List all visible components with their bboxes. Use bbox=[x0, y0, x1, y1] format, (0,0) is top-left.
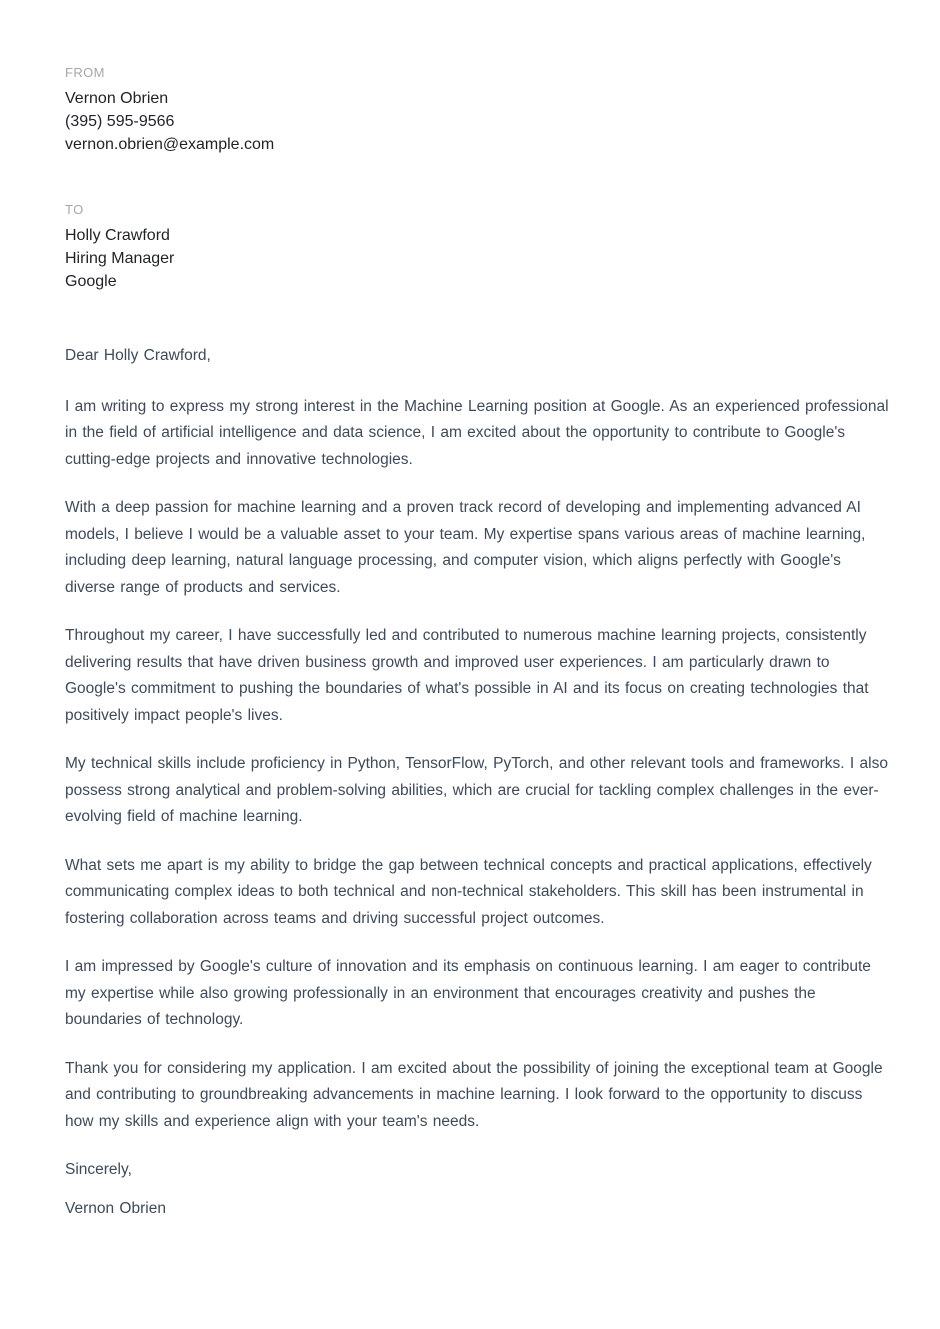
paragraph-2: With a deep passion for machine learning and a proven track record of developing and implementing advanced AI models, I believe I would be a valuable asset to your team. My expertise spans various areas of machine learning, including deep learning, natural language processing, and computer vision, which aligns perfectly with Google's diverse range of products and services. bbox=[65, 499, 866, 596]
recipient-name: Holly Crawford bbox=[65, 227, 170, 244]
to-section bbox=[65, 201, 892, 293]
from-label: FROM bbox=[65, 65, 105, 80]
recipient-company: Google bbox=[65, 273, 117, 290]
from-section bbox=[65, 64, 892, 156]
paragraph-7: Thank you for considering my application. I am excited about the possibility of joining the exceptional team at Google and contributing to groundbreaking advancements in machine learning. I look forward to the opportunity to discuss how my skills and experience align with your team's needs. bbox=[65, 1059, 883, 1130]
closing: Sincerely, bbox=[65, 1161, 132, 1178]
paragraph-5: What sets me apart is my ability to bridge the gap between technical concepts and practical applications, effectively communicating complex ideas to both technical and non-technical stakeholders. This skill has been instrumental in fostering collaboration across teams and driving successful project outcomes. bbox=[65, 856, 872, 927]
paragraph-1: I am writing to express my strong interest in the Machine Learning position at Google. As an experienced professional in the field of artificial intelligence and data science, I am excited about the opportunity to contribute to Google's cutting-edge projects and innovative technologies. bbox=[65, 397, 889, 468]
letter-body bbox=[65, 343, 892, 1222]
signature: Vernon Obrien bbox=[65, 1199, 166, 1217]
sender-name: Vernon Obrien bbox=[65, 90, 169, 107]
letter-header bbox=[65, 64, 892, 293]
sender-phone: (395) 595-9566 bbox=[65, 113, 175, 130]
paragraph-3: Throughout my career, I have successfully led and contributed to numerous machine learning projects, consistently delivering results that have driven business growth and improved user experiences. I am particularly drawn to Google's commitment to pushing the boundaries of what's possible in AI and its focus on creating technologies that positively impact people's lives. bbox=[65, 627, 869, 724]
paragraph-6: I am impressed by Google's culture of innovation and its emphasis on continuous learning. I am eager to contribute my expertise while also growing professionally in an environment that encourages creativity and pushes the boundaries of technology. bbox=[65, 958, 871, 1028]
sender-email: vernon.obrien@example.com bbox=[65, 136, 275, 153]
to-label: TO bbox=[65, 202, 84, 217]
recipient-title: Hiring Manager bbox=[65, 250, 175, 267]
salutation: Dear Holly Crawford, bbox=[65, 347, 211, 364]
paragraph-4: My technical skills include proficiency in Python, TensorFlow, PyTorch, and other relevant tools and frameworks. I also possess strong analytical and problem-solving abilities, which are crucial for tackling complex challenges in the ever-evolving field of machine learning. bbox=[65, 755, 888, 825]
